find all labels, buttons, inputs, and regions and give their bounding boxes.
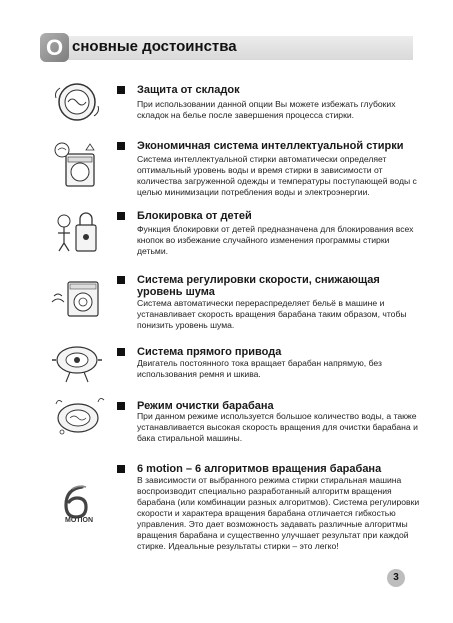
drum-clean-icon (48, 392, 106, 440)
feature-title: Блокировка от детей (137, 210, 252, 222)
section-header (40, 33, 413, 63)
feature-description: Двигатель постоянного тока вращает барабан напрямую, без использования ремня и шкива. (137, 358, 382, 379)
motion-logo-text: MOTION (65, 517, 93, 524)
6-motion-logo (48, 483, 106, 519)
feature-description: Функция блокировки от детей предназначена для блокирования всех кнопок во избежание случайного изменения программы стирки детьми. (137, 224, 414, 256)
feature-description: Система интеллектуальной стирки автоматически определяет оптимальный уровень воды и время стирки в зависимости от количества загруженной одежды и температуры поступающей воды с целью минимизации потребления воды и электроэнергии. (137, 154, 417, 197)
feature-description: В зависимости от выбранного режима стирки стиральная машина воспроизводит специально разработанный алгоритм вращения барабана (или комбинации разных алгоритмов). Система регулировки скорости и характера вращения барабана отличается гибкостью управления. Это дает возможность задавать различные алгоритмы вращения барабана и существенно улучшает результат при каждой стирке. Идеальные результаты стирки – это легко! (137, 475, 420, 551)
feature-title: Система регулировки скорости, снижающая уровень шума (137, 274, 380, 298)
feature-title: Режим очистки барабана (137, 400, 274, 412)
smart-wash-icon (48, 140, 106, 188)
feature-title: Экономичная система интеллектуальной стирки (137, 140, 404, 152)
bullet-marker (117, 276, 125, 284)
bullet-marker (117, 402, 125, 410)
feature-description: Система автоматически перераспределяет бельё в машине и устанавливает скорость вращения барабана таким образом, чтобы понизить уровень шума. (137, 298, 407, 330)
bullet-marker (117, 465, 125, 473)
header-initial-letter: О (40, 33, 69, 62)
bullet-marker (117, 86, 125, 94)
page-number: 3 (387, 569, 405, 587)
feature-description: При данном режиме используется большое количество воды, а также устанавливается высокая скорость вращения для очистки барабана и бака стиральной машины. (137, 411, 418, 443)
feature-title: Система прямого привода (137, 346, 282, 358)
direct-drive-icon (48, 338, 106, 386)
noise-reduction-icon (48, 272, 106, 320)
bullet-marker (117, 348, 125, 356)
bullet-marker (117, 142, 125, 150)
feature-description: При использовании данной опции Вы можете избежать глубоких складок на белье после завершения процесса стирки. (137, 99, 396, 120)
feature-title: 6 motion – 6 алгоритмов вращения барабана (137, 463, 382, 475)
page-title: сновные достоинства (72, 38, 237, 55)
child-lock-icon (48, 207, 106, 255)
anti-crease-icon (48, 78, 106, 126)
feature-title: Защита от складок (137, 84, 240, 96)
bullet-marker (117, 212, 125, 220)
